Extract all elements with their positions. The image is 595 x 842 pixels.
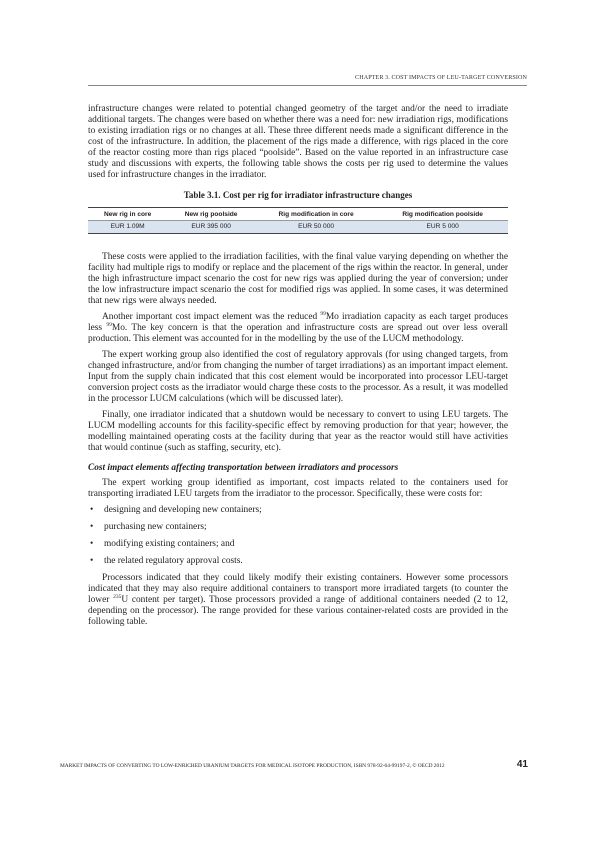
bullet-icon: • — [90, 522, 94, 532]
paragraph-capacity — [88, 312, 508, 345]
capacity-text-3: Mo. The key concern is that the operation and infrastructure costs are spread out over less overall production. This element was accounted for in the modelling by the use of the LUCM methodology. — [88, 323, 508, 344]
list-item — [88, 522, 508, 533]
cell-rig-mod-core: EUR 50 000 — [255, 221, 377, 234]
paragraph-shutdown: Finally, one irradiator indicated that a shutdown would be necessary to convert to using LEU targets. The LUCM modelling accounts for this facility-specific effect by removing production for that year; however, the modelling maintained operating costs at the facility during that year as the reactor would still have activities that would continue (such as staffing, security, etc). — [88, 410, 508, 453]
col-rig-mod-core: Rig modification in core — [255, 208, 377, 221]
cost-per-rig-table — [88, 207, 508, 234]
paragraph-processors — [88, 573, 508, 628]
cell-rig-mod-poolside: EUR 5 000 — [377, 221, 508, 234]
list-item — [88, 539, 508, 550]
table-row — [88, 221, 508, 234]
paragraph-regulatory: The expert working group also identified the cost of regulatory approvals (for using changed targets, from changed infrastructure, and/or from changing the number of target irradiations) as an important impact element. Input from the supply chain indicated that this cost element would be incorporated into processor LEU-target conversion project costs as the irradiator would charge these costs to the processor. As a result, it was modelled in the processor LUCM calculations (which will be discussed later). — [88, 350, 508, 404]
capacity-text-1: Another important cost impact element was the reduced — [102, 312, 321, 322]
header-divider — [88, 85, 527, 86]
table-caption: Table 3.1. Cost per rig for irradiator infrastructure changes — [183, 190, 413, 200]
list-item-text: modifying existing containers; and — [104, 539, 235, 549]
capacity-text-2: Mo irradiation capacity as each target produces less — [88, 312, 508, 333]
running-head: CHAPTER 3. COST IMPACTS OF LEU-TARGET CONVERSION — [355, 75, 527, 81]
paragraph-containers: The expert working group identified as important, cost impacts related to the containers used for transporting irradiated LEU targets from the irradiator to the processor. Specifically, these were costs for: — [88, 478, 508, 499]
paragraph-costs-applied: These costs were applied to the irradiation facilities, with the final value varying depending on whether the facility had multiple rigs to modify or replace and the placement of the rigs within the reactor. In general, under the high infrastructure impact scenario the cost for new rigs was applied during the year of conversion; under the low infrastructure impact scenario the cost for modified rigs was applied. In some cases, it was determined that new rigs were always needed. — [88, 252, 508, 306]
bullet-icon: • — [90, 539, 94, 549]
col-rig-mod-poolside: Rig modification poolside — [377, 208, 508, 221]
page-footer: MARKET IMPACTS OF CONVERTING TO LOW-ENRICHED URANIUM TARGETS FOR MEDICAL ISOTOPE PRODUCTION, ISBN 978-92-64-99197-2, © OECD 2012 — [60, 763, 445, 769]
table-header-row — [88, 208, 508, 221]
page-body — [88, 104, 508, 628]
page-number: 41 — [516, 759, 528, 770]
isotope-mass-number: 235 — [113, 593, 122, 600]
col-new-rig-poolside: New rig poolside — [167, 208, 255, 221]
bullet-icon: • — [90, 505, 94, 515]
cell-new-rig-core: EUR 1.09M — [88, 221, 167, 234]
container-cost-list — [88, 505, 508, 567]
isotope-mass-number: 99 — [320, 310, 326, 317]
list-item-text: the related regulatory approval costs. — [104, 556, 243, 566]
cell-new-rig-poolside: EUR 395 000 — [167, 221, 255, 234]
list-item — [88, 505, 508, 516]
processors-text-1: Processors indicated that they could likely modify their existing containers. However some processors indicated that they may also require additional containers to transport more irradiated targets (to counter the lower — [88, 573, 508, 605]
list-item-text: designing and developing new containers; — [104, 505, 262, 515]
list-item — [88, 556, 508, 567]
bullet-icon: • — [90, 556, 94, 566]
section-heading: Cost impact elements affecting transportation between irradiators and processors — [88, 463, 399, 473]
list-item-text: purchasing new containers; — [104, 522, 207, 532]
paragraph-infrastructure: infrastructure changes were related to potential changed geometry of the target and/or the need to irradiate additional targets. The changes were based on whether there was a need for: new irradiation rigs, modifications to existing irradiation rigs or no changes at all. These three different needs made a significant difference in the cost of the infrastructure. In addition, the placement of the rigs made a difference, with rigs placed in the core of the reactor costing more than rigs placed “poolside”. Based on the value reported in an infrastructure case study and discussions with experts, the following table shows the costs per rig used to determine the values used for infrastructure changes in the irradiator. — [88, 104, 508, 180]
isotope-mass-number: 99 — [106, 321, 112, 328]
col-new-rig-core: New rig in core — [88, 208, 167, 221]
processors-text-2: U content per target). Those processors provided a range of additional containers needed (2 to 12, depending on the processor). The range provided for these various container-related costs are provided in the following table. — [88, 595, 508, 627]
